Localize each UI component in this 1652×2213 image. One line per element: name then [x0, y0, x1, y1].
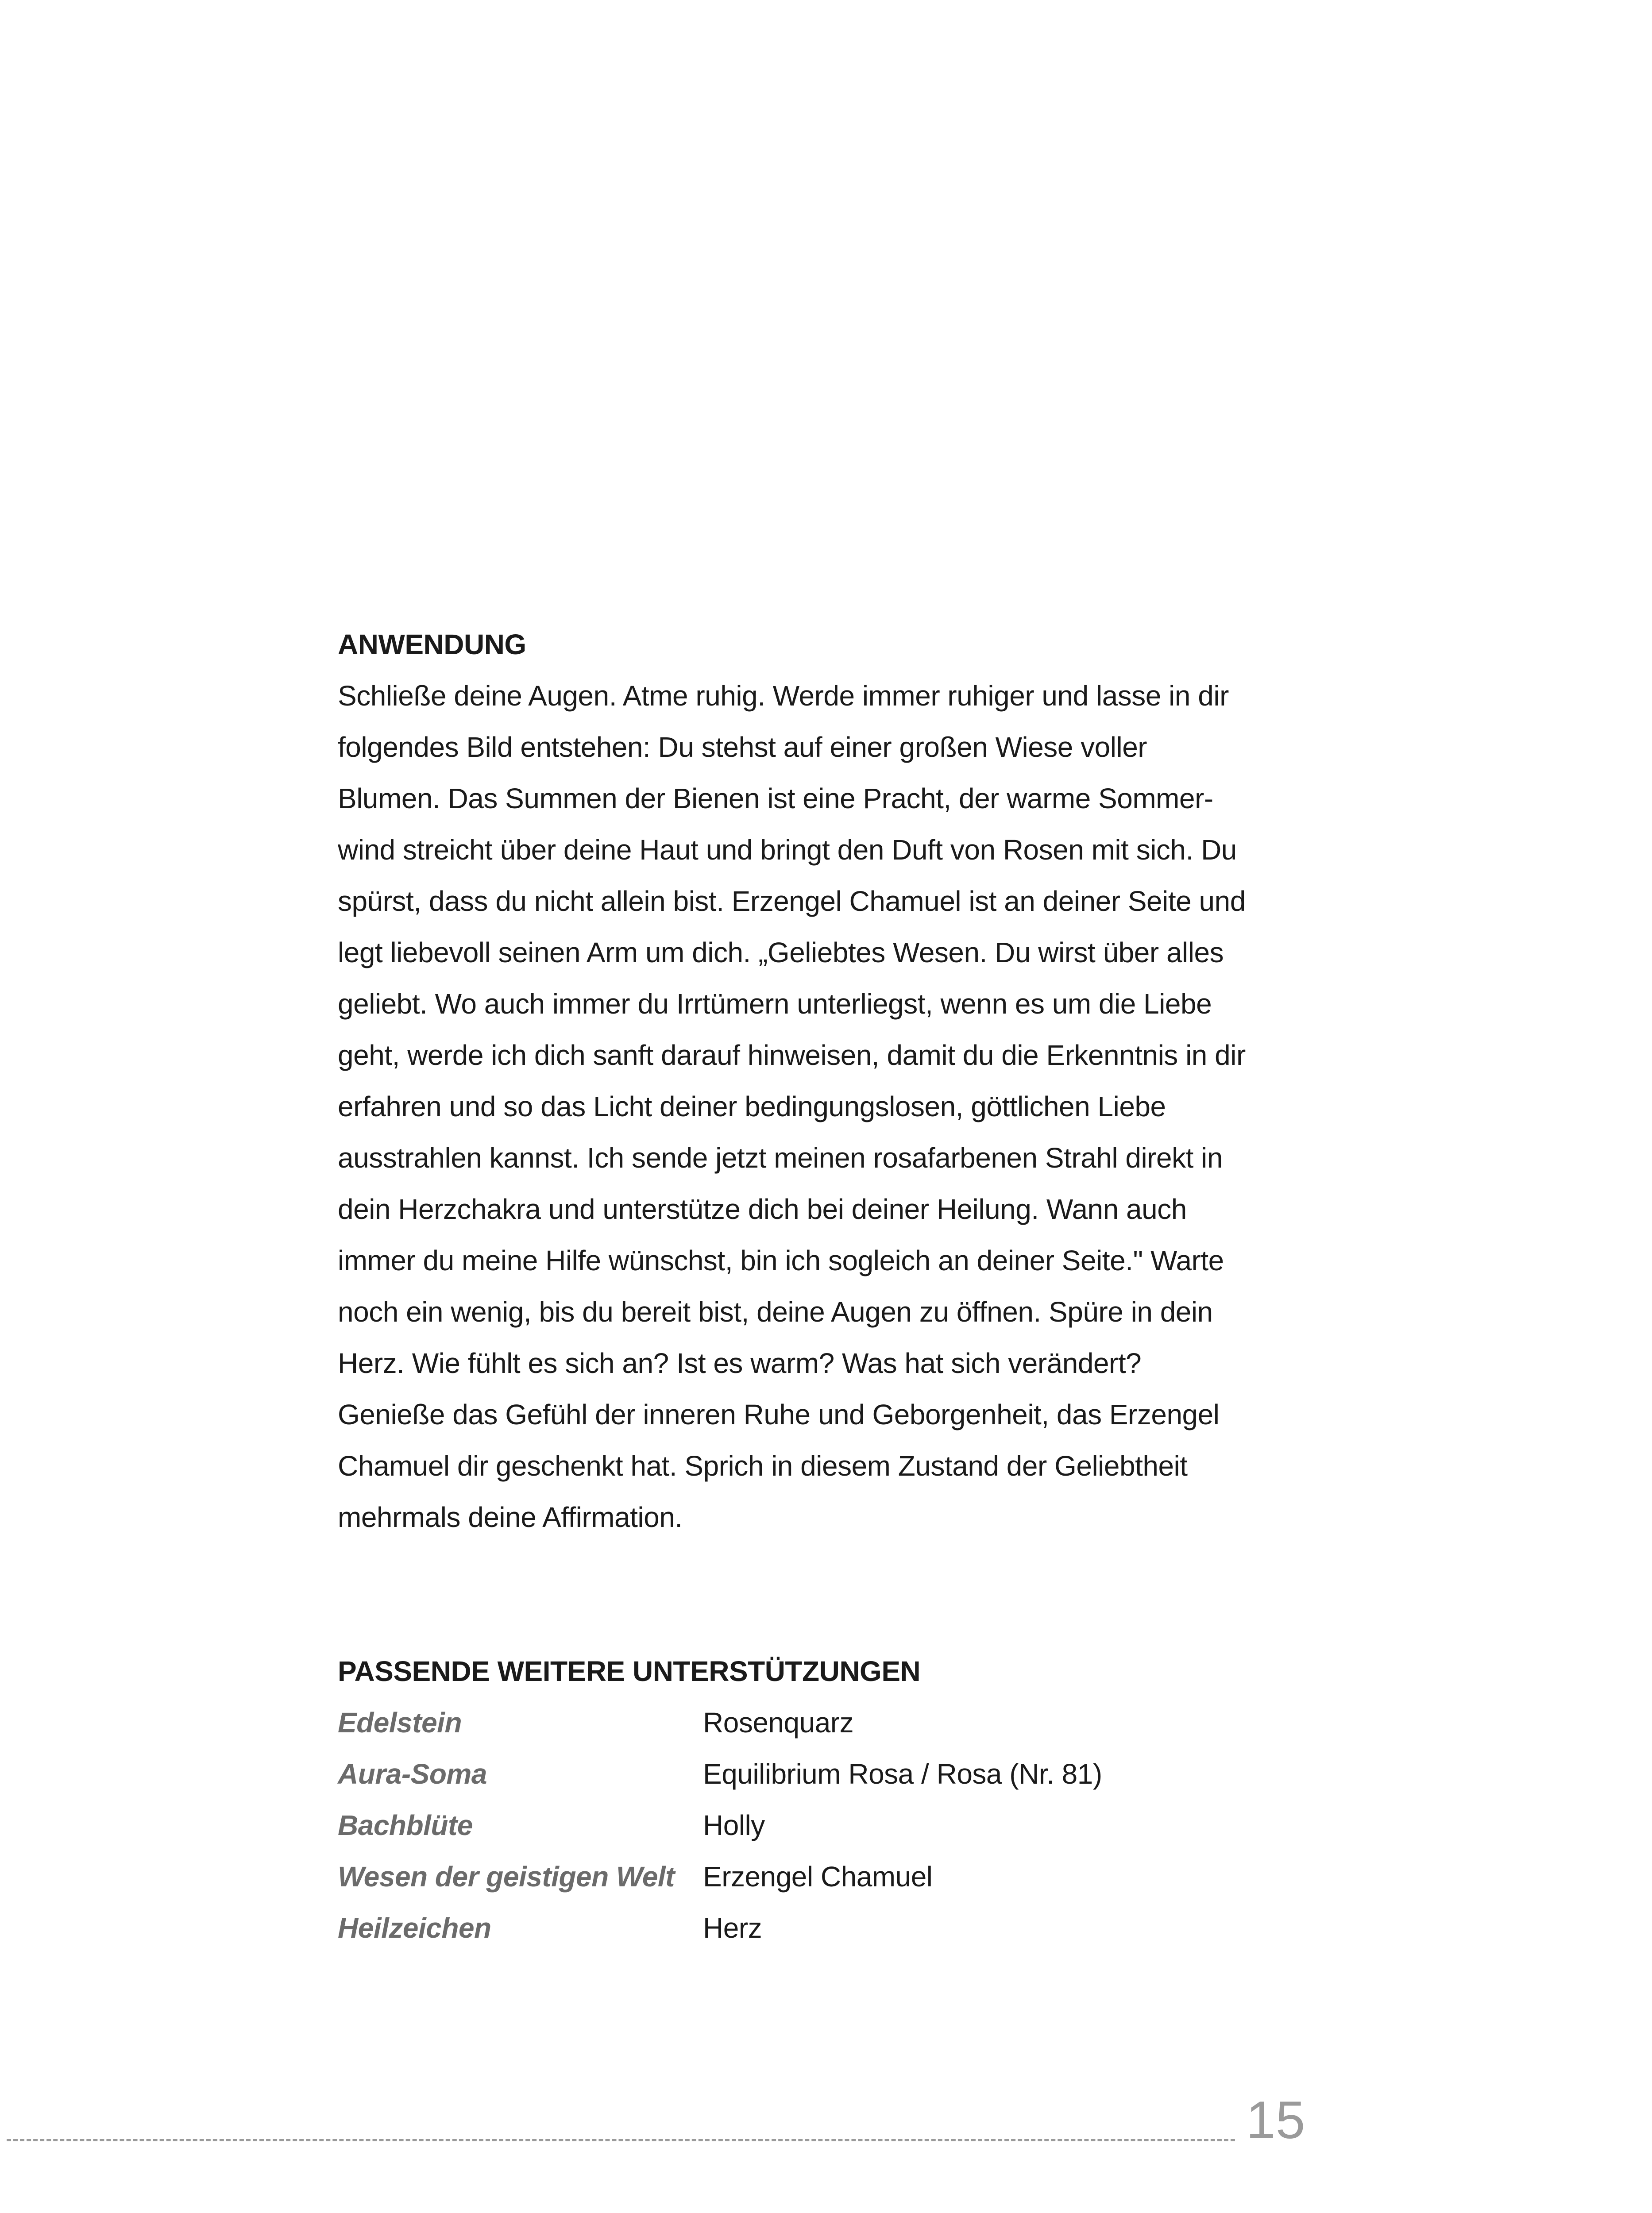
table-row: [338, 1851, 1102, 1902]
anwendung-heading: ANWENDUNG: [338, 628, 526, 660]
support-value: Holly: [703, 1809, 765, 1841]
support-key: Wesen der geistigen Welt: [338, 1861, 675, 1893]
table-row: [338, 1697, 1102, 1748]
body-line: wind streicht über deine Haut und bringt den Duft von Rosen mit sich. Du: [338, 834, 1237, 866]
body-line: mehrmals deine Affirmation.: [338, 1501, 683, 1533]
support-key: Heilzeichen: [338, 1912, 491, 1944]
body-line: erfahren und so das Licht deiner bedingungslosen, göttlichen Liebe: [338, 1091, 1166, 1122]
body-line: legt liebevoll seinen Arm um dich. „Geliebtes Wesen. Du wirst über alles: [338, 937, 1224, 968]
support-value: Equilibrium Rosa / Rosa (Nr. 81): [703, 1758, 1102, 1790]
body-line: Chamuel dir geschenkt hat. Sprich in diesem Zustand der Geliebtheit: [338, 1450, 1188, 1482]
support-key: Aura-Soma: [338, 1758, 487, 1790]
table-row: [338, 1748, 1102, 1800]
body-line: dein Herzchakra und unterstütze dich bei deiner Heilung. Wann auch: [338, 1193, 1187, 1225]
body-line: Schließe deine Augen. Atme ruhig. Werde immer ruhiger und lasse in dir: [338, 680, 1229, 712]
body-line: Herz. Wie fühlt es sich an? Ist es warm? Was hat sich verändert?: [338, 1347, 1142, 1379]
support-value: Rosenquarz: [703, 1707, 854, 1739]
support-key: Edelstein: [338, 1707, 462, 1739]
support-section: [338, 1646, 1312, 1954]
body-line: ausstrahlen kannst. Ich sende jetzt meinen rosafarbenen Strahl direkt in: [338, 1142, 1223, 1174]
support-heading: PASSENDE WEITERE UNTERSTÜTZUNGEN: [338, 1655, 921, 1687]
body-line: spürst, dass du nicht allein bist. Erzengel Chamuel ist an deiner Seite und: [338, 885, 1246, 917]
body-line: noch ein wenig, bis du bereit bist, deine Augen zu öffnen. Spüre in dein: [338, 1296, 1213, 1328]
support-key: Bachblüte: [338, 1809, 473, 1841]
anwendung-body: [338, 670, 1312, 1543]
footer-dashed-rule: [7, 2139, 1235, 2141]
body-line: folgendes Bild entstehen: Du stehst auf einer großen Wiese voller: [338, 731, 1147, 763]
table-row: [338, 1800, 1102, 1851]
support-value: Erzengel Chamuel: [703, 1861, 933, 1893]
page-number: 15: [1246, 2090, 1305, 2150]
support-value: Herz: [703, 1912, 762, 1944]
anwendung-section: [338, 619, 1312, 1543]
body-line: geliebt. Wo auch immer du Irrtümern unterliegst, wenn es um die Liebe: [338, 988, 1212, 1020]
table-row: [338, 1902, 1102, 1954]
body-line: Blumen. Das Summen der Bienen ist eine Pracht, der warme Sommer-: [338, 783, 1213, 814]
body-line: immer du meine Hilfe wünschst, bin ich sogleich an deiner Seite." Warte: [338, 1245, 1224, 1276]
body-line: Genieße das Gefühl der inneren Ruhe und Geborgenheit, das Erzengel: [338, 1399, 1220, 1430]
body-line: geht, werde ich dich sanft darauf hinweisen, damit du die Erkenntnis in dir: [338, 1039, 1246, 1071]
support-table: [338, 1697, 1102, 1954]
